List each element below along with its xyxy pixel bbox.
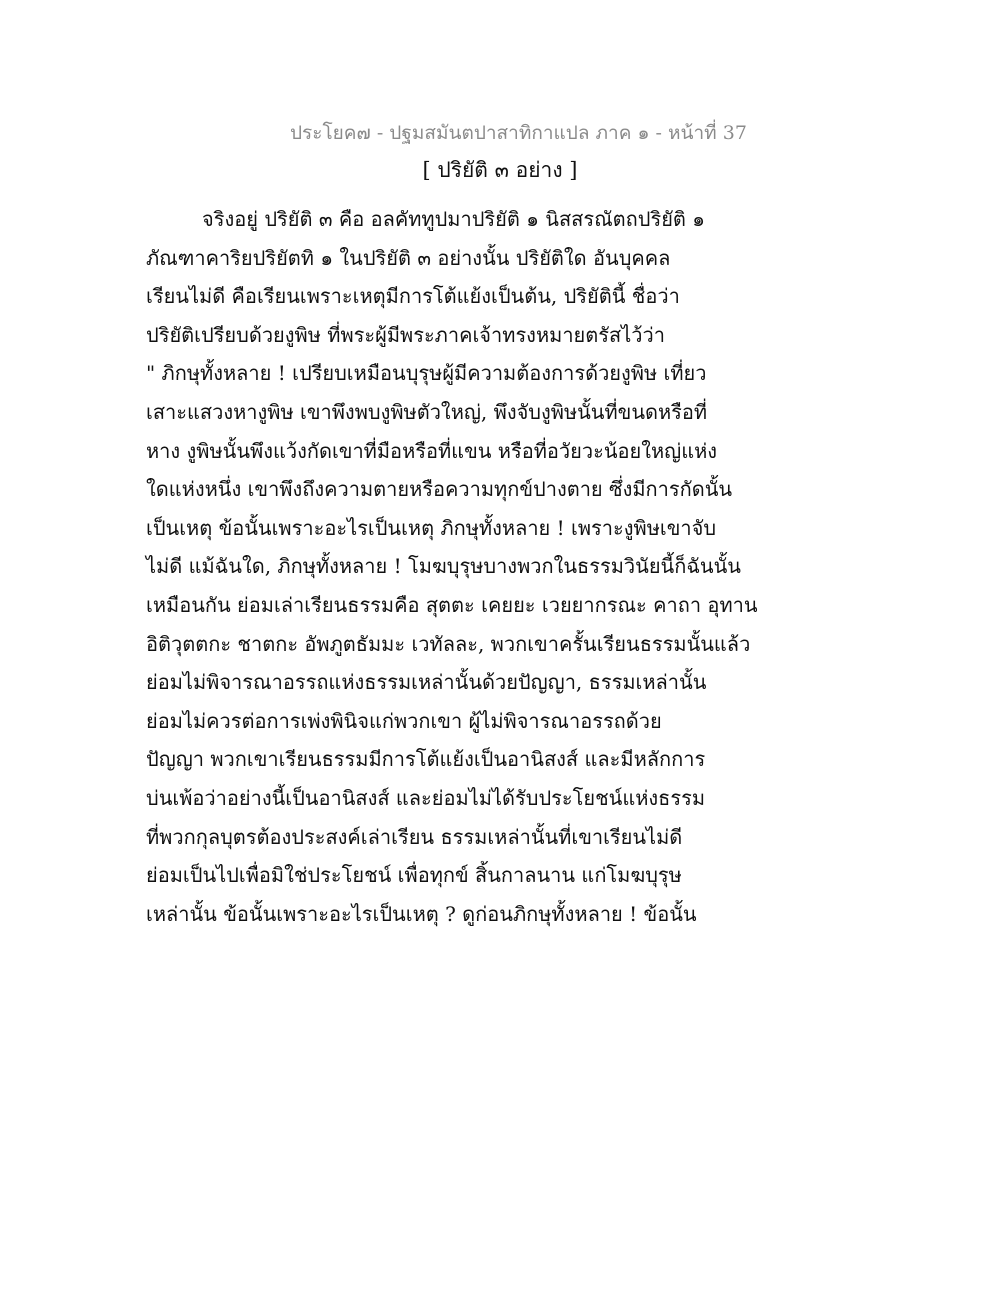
text-line: ย่อมไม่พิจารณาอรรถแห่งธรรมเหล่านั้นด้วยปัญญา, ธรรมเหล่านั้น	[146, 670, 707, 695]
running-header: ประโยค๗ - ปฐมสมันตปาสาทิกาแปล ภาค ๑ - หน้าที่ 37	[290, 122, 747, 144]
text-line: เหล่านั้น ข้อนั้นเพราะอะไรเป็นเหตุ ? ดูก่อนภิกษุทั้งหลาย ! ข้อนั้น	[146, 901, 697, 926]
text-line: ปริยัติเปรียบด้วยงูพิษ ที่พระผู้มีพระภาคเจ้าทรงหมายตรัสไว้ว่า	[146, 322, 665, 347]
text-line: เป็นเหตุ ข้อนั้นเพราะอะไรเป็นเหตุ ภิกษุทั้งหลาย ! เพราะงูพิษเขาจับ	[146, 515, 717, 540]
text-line: ปัญญา พวกเขาเรียนธรรมมีการโต้แย้งเป็นอานิสงส์ และมีหลักการ	[146, 747, 706, 772]
text-line: เสาะแสวงหางูพิษ เขาพึงพบงูพิษตัวใหญ่, พึงจับงูพิษนั้นที่ขนดหรือที่	[146, 399, 708, 424]
text-line: ไม่ดี แม้ฉันใด, ภิกษุทั้งหลาย ! โมฆบุรุษบางพวกในธรรมวินัยนี้ก็ฉันนั้น	[146, 554, 741, 579]
text-line: ภัณฑาคาริยปริยัตทิ ๑ ในปริยัติ ๓ อย่างนั้น ปริยัติใด อันบุคคล	[146, 245, 671, 270]
text-line: บ่นเพ้อว่าอย่างนี้เป็นอานิสงส์ และย่อมไม่ได้รับประโยชน์แห่งธรรม	[146, 785, 706, 810]
text-line: " ภิกษุทั้งหลาย ! เปรียบเหมือนบุรุษผู้มีความต้องการด้วยงูพิษ เที่ยว	[146, 361, 707, 386]
text-line: ใดแห่งหนึ่ง เขาพึงถึงความตายหรือความทุกข์ปางตาย ซึ่งมีการกัดนั้น	[146, 477, 733, 502]
text-line: ย่อมไม่ควรต่อการเพ่งพินิจแก่พวกเขา ผู้ไม่พิจารณาอรรถด้วย	[146, 708, 662, 733]
text-line: ย่อมเป็นไปเพื่อมิใช่ประโยชน์ เพื่อทุกข์ สิ้นกาลนาน แก่โมฆบุรุษ	[146, 863, 682, 888]
text-line: หาง งูพิษนั้นพึงแว้งกัดเขาที่มือหรือที่แขน หรือที่อวัยวะน้อยใหญ่แห่ง	[146, 438, 718, 463]
text-line: อิติวุตตกะ ชาตกะ อัพภูตธัมมะ เวทัลละ, พวกเขาครั้นเรียนธรรมนั้นแล้ว	[146, 631, 751, 656]
text-line: จริงอยู่ ปริยัติ ๓ คือ อลคัททูปมาปริยัติ ๑ นิสสรณัตถปริยัติ ๑	[202, 207, 705, 231]
text-line: เรียนไม่ดี คือเรียนเพราะเหตุมีการโต้แย้งเป็นต้น, ปริยัตินี้ ชื่อว่า	[146, 284, 680, 309]
text-line: เหมือนกัน ย่อมเล่าเรียนธรรมคือ สุตตะ เคยยะ เวยยากรณะ คาถา อุทาน	[146, 592, 758, 617]
section-title: [ ปริยัติ ๓ อย่าง ]	[422, 158, 578, 182]
body-paragraph	[146, 200, 758, 933]
text-line: ที่พวกกุลบุตรต้องประสงค์เล่าเรียน ธรรมเหล่านั้นที่เขาเรียนไม่ดี	[146, 824, 683, 849]
